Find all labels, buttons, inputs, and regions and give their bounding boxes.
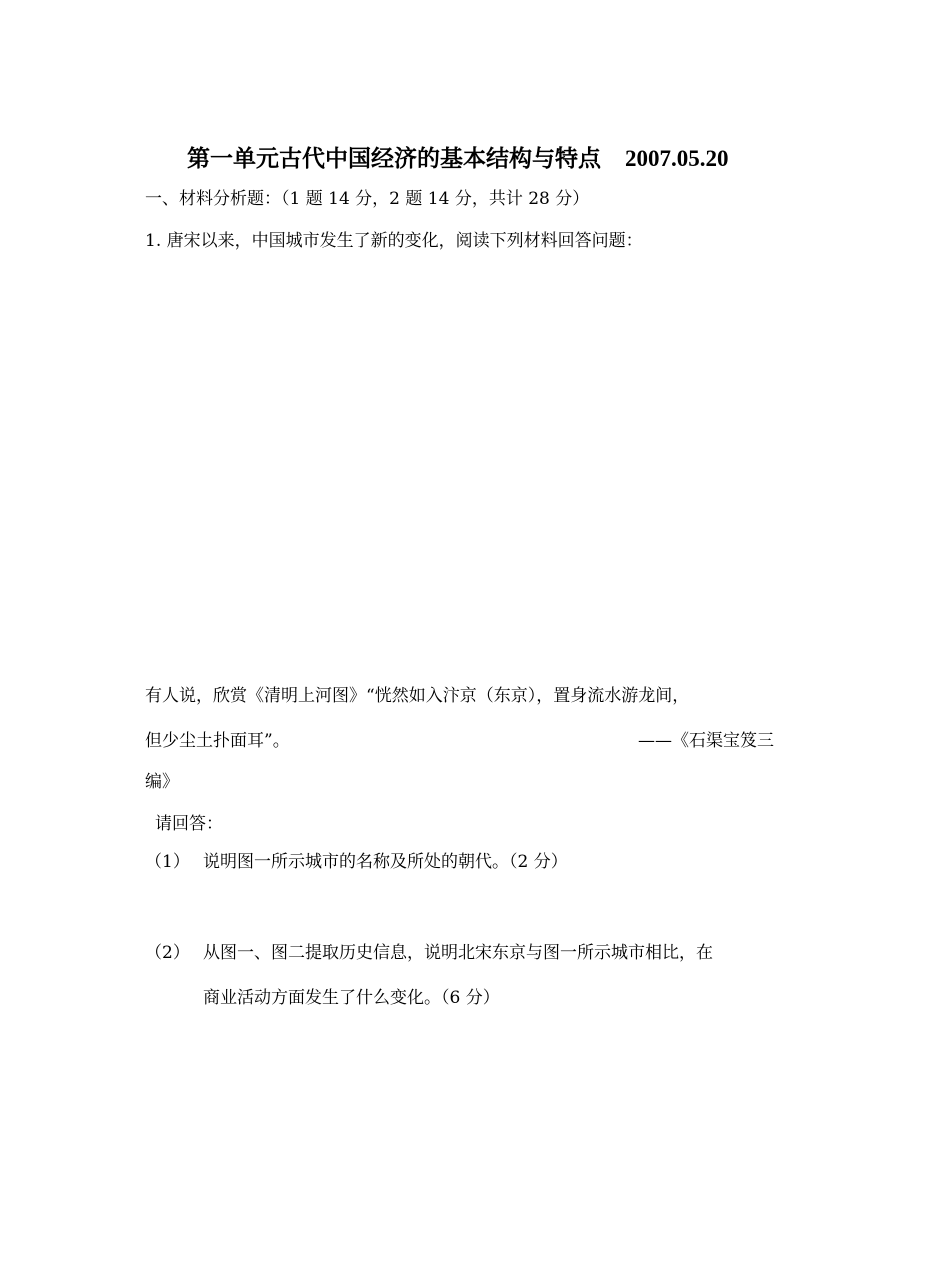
sub-question-1-text: 说明图一所示城市的名称及所处的朝代。（2 分） — [203, 852, 568, 872]
sub-question-1 — [145, 850, 568, 874]
section-heading: 一、材料分析题：（1 题 14 分，2 题 14 分，共计 28 分） — [145, 189, 590, 209]
page-title — [187, 145, 729, 173]
title-date: 2007.05.20 — [625, 146, 729, 171]
title-main: 第一单元古代中国经济的基本结构与特点 — [187, 145, 601, 172]
figure-placeholder-area — [145, 270, 805, 670]
answer-prompt: 请回答： — [155, 814, 223, 834]
sub-question-2 — [145, 941, 713, 965]
material-line-2: 但少尘土扑面耳”。 — [145, 731, 290, 751]
sub-question-2-number: （2） — [145, 943, 190, 963]
sub-question-2-text-line-1: 从图一、图二提取历史信息，说明北宋东京与图一所示城市相比，在 — [203, 943, 713, 963]
sub-question-1-number: （1） — [145, 852, 190, 872]
source-citation: ——《石渠宝笈三 — [638, 731, 774, 751]
question-intro: 1. 唐宋以来，中国城市发生了新的变化，阅读下列材料回答问题： — [145, 231, 643, 251]
sub-question-2-text-line-2: 商业活动方面发生了什么变化。（6 分） — [203, 988, 500, 1008]
material-line-1: 有人说，欣赏《清明上河图》“恍然如入汴京（东京），置身流水游龙间， — [145, 686, 690, 706]
source-citation-continued: 编》 — [145, 772, 179, 792]
